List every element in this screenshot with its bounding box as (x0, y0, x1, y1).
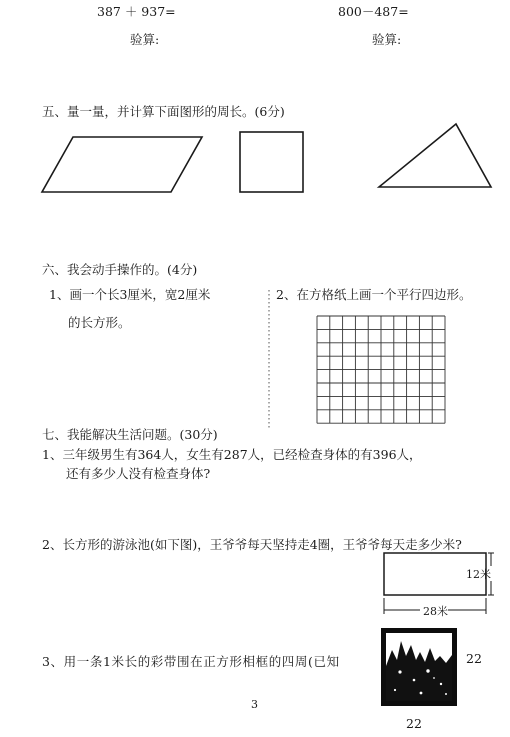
pool-rectangle (384, 553, 486, 595)
frame-side-bottom: 22 (406, 716, 422, 731)
grid-paper (317, 316, 445, 423)
section-6-item-2: 2、在方格纸上画一个平行四边形。 (276, 287, 472, 302)
parallelogram-shape (42, 137, 202, 192)
pool-width-dimension (488, 553, 494, 595)
section-6-title: 六、我会动手操作的。(4分) (42, 262, 198, 277)
question-3: 3、用一条1米长的彩带围在正方形相框的四周(已知 (42, 654, 340, 669)
section-7-title: 七、我能解决生活问题。(30分) (42, 427, 218, 442)
photo-frame (381, 628, 457, 706)
square-shape (240, 132, 303, 192)
section-5-title: 五、量一量，并计算下面图形的周长。(6分) (42, 104, 285, 119)
check-label-1: 验算: (130, 32, 160, 47)
expr-2: 800－487= (338, 4, 409, 19)
pool-width-label: 12米 (466, 568, 491, 581)
frame-side-right: 22 (466, 651, 482, 666)
check-label-2: 验算: (372, 32, 402, 47)
expr-1: 387 ＋ 937= (97, 4, 176, 19)
section-6-item-1-line-1: 1、画一个长3厘米，宽2厘米 (49, 287, 211, 302)
page-number: 3 (251, 698, 258, 711)
pool-length-label: 28米 (423, 605, 448, 618)
section-6-item-1-line-2: 的长方形。 (68, 315, 131, 330)
triangle-shape (379, 124, 491, 187)
question-1-line-1: 1、三年级男生有364人，女生有287人，已经检查身体的有396人， (42, 447, 422, 462)
pool-length-dimension (384, 598, 486, 614)
question-2: 2、长方形的游泳池(如下图)，王爷爷每天坚持走4圈，王爷爷每天走多少米? (42, 537, 462, 552)
question-1-line-2: 还有多少人没有检查身体? (66, 466, 211, 481)
